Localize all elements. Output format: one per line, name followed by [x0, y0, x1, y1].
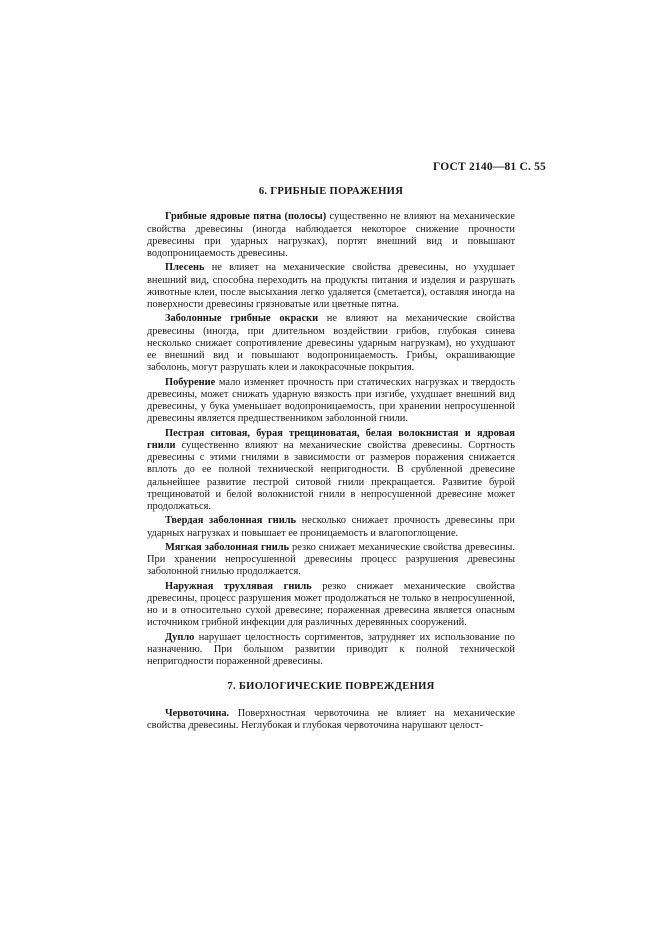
paragraph-mould [147, 262, 515, 311]
paragraph-hollow [147, 632, 515, 669]
document-body [147, 186, 515, 732]
term: Плесень [165, 262, 205, 274]
definition: не влияет на механические свойства древесины, но ухудшает внешний вид, способна переходить на продукты питания и изделия и разрушать животные клеи, после высыхания легко удаляется (сметается), оставляя иногда на поверхности древесины грязноватые или цветные пятна. [147, 262, 515, 310]
definition: не влияют на механические свойства древесины (иногда, при длительном воздействии грибов, глубокая синева несколько снижает сопротивление древесины ударным нагрузкам), но ухудшают ее внешний вид и повышают водопроницаемость. Грибы, окрашивающие заболонь, могут разрушать клеи и лакокрасочные покрытия. [147, 313, 515, 374]
term: Наружная трухлявая гниль [165, 580, 312, 592]
paragraph-wormholes [147, 708, 515, 733]
definition: нарушает целостность сортиментов, затрудняет их использование по назначению. При большом развитии приводит к полной технической непригодности пораженной древесины. [147, 631, 515, 667]
term: Червоточина. [165, 707, 230, 719]
definition: резко снижает механические свойства древесины, процесс разрушения может продолжаться не только в непросушенной, но и в относительно сухой древесине; пораженная древесина является опасным источником грибной инфекции для различных деревянных сооружений. [147, 580, 515, 629]
paragraph-rots [147, 428, 515, 514]
paragraph-soft-sap-rot [147, 542, 515, 579]
definition: существенно влияют на механические свойства древесины. Сортность древесины с этими гнилями в зависимости от размеров поражения снижается вплоть до ее полной технической непригодности. В срубленной древесине дальнейшее развитие пестрой ситовой гнили прекращается. Развитие бурой трещиноватой и белой волокнистой гнили в непросушенной древесине может продолжаться. [147, 439, 515, 512]
term: Дупло [165, 631, 195, 643]
paragraph-browning [147, 377, 515, 426]
term: Пестрая ситовая, бурая трещиноватая, белая волокнистая и ядровая гнили [147, 427, 515, 451]
term: Грибные ядровые пятна (полосы) [165, 211, 327, 223]
term: Заболонные грибные окраски [165, 313, 319, 325]
definition: несколько снижает прочность древесины при ударных нагрузках и повышает ее проницаемость и влагопоглощение. [147, 515, 515, 539]
definition: мало изменяет прочность при статических нагрузках и твердость древесины, может снижать ударную вязкость при изгибе, ухудшает внешний вид древесины, у бука уменьшает водопроницаемость, при хранении непросушенной древесины является предшественником заболонной гнили. [147, 376, 515, 425]
definition: Поверхностная червоточина не влияет на механические свойства древесины. Неглубокая и глубокая червоточина нарушают целост- [147, 707, 515, 731]
term: Твердая заболонная гниль [165, 515, 297, 527]
definition: существенно не влияют на механические свойства древесины (иногда наблюдается некоторое снижение прочности древесины при ударных нагрузках), портят внешний вид и повышают водопроницаемость древесины. [147, 211, 515, 259]
definition: резко снижает механические свойства древесины. При хранении непросушенной древесины процесс разрушения древесины заболонной гнилью продолжается. [147, 541, 515, 578]
paragraph-outer-rot [147, 581, 515, 630]
paragraph-fungal-core-stains [147, 211, 515, 260]
term: Мягкая заболонная гниль [165, 541, 290, 553]
term: Побурение [165, 376, 216, 388]
section-7-title: 7. БИОЛОГИЧЕСКИЕ ПОВРЕЖДЕНИЯ [227, 681, 435, 693]
page-header-standard: ГОСТ 2140—81 С. 55 [433, 161, 546, 173]
paragraph-sapwood-stains [147, 313, 515, 374]
paragraph-hard-sap-rot [147, 515, 515, 540]
section-6-title: 6. ГРИБНЫЕ ПОРАЖЕНИЯ [258, 186, 404, 197]
